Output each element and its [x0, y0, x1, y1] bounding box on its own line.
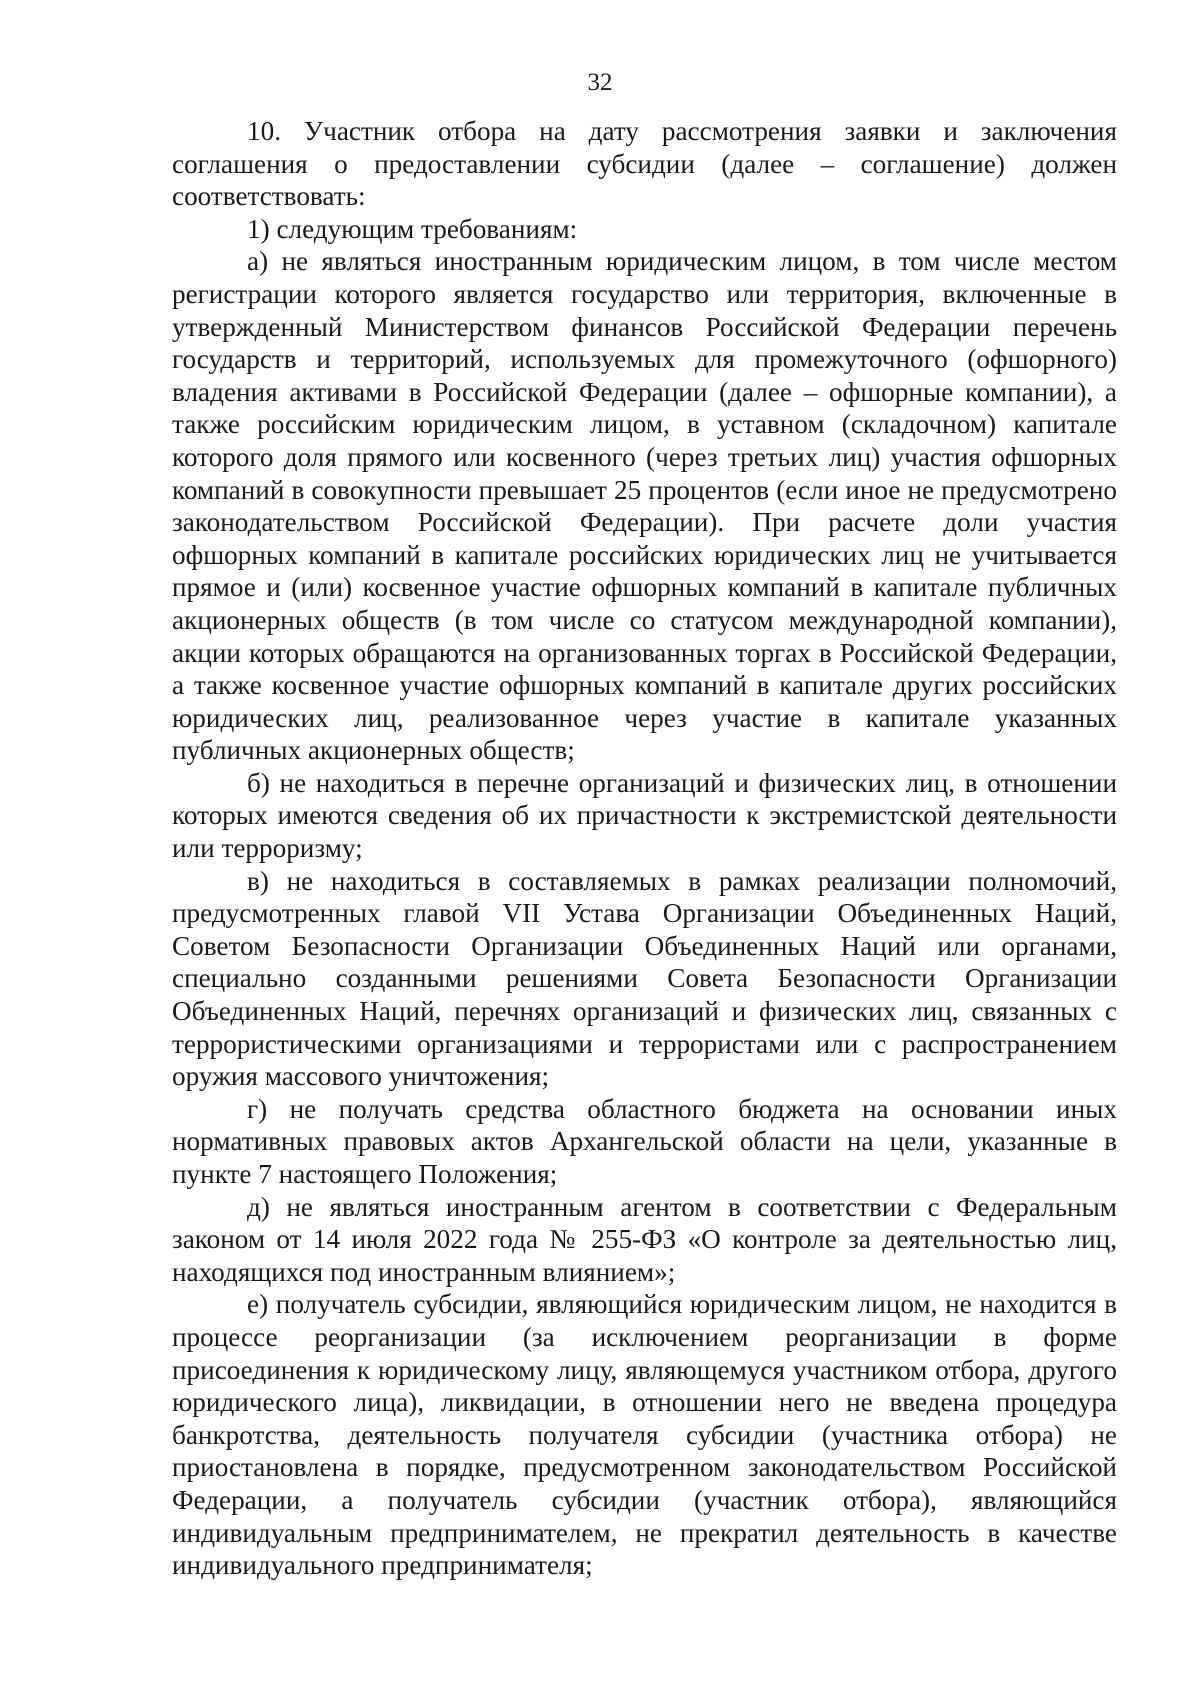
paragraph-10-intro: 10. Участник отбора на дату рассмотрения заявки и заключения соглашения о предоставлении субсидии (далее – соглашение) должен соответствовать:: [172, 116, 1117, 212]
paragraph-g: г) не получать средства областного бюджета на основании иных нормативных правовых актов Архангельской области на цели, указанные в пункте 7 настоящего Положения;: [172, 1093, 1117, 1189]
paragraph-e: е) получатель субсидии, являющийся юридическим лицом, не находится в процессе реорганизации (за исключением реорганизации в форме присоединения к юридическому лицу, являющемуся участником отбора, другого юридического лица), ликвидации, в отношении него не введена процедура банкротства, деятельность получателя субсидии (участника отбора) не приостановлена в порядке, предусмотренном законодательством Российской Федерации, а получатель субсидии (участник отбора), являющийся индивидуальным предпринимателем, не прекратил деятельность в качестве индивидуального предпринимателя;: [172, 1289, 1117, 1581]
paragraph-d: д) не являться иностранным агентом в соответствии с Федеральным законом от 14 июля 2022 года № 255-ФЗ «О контроле за деятельностью лиц, находящихся под иностранным влиянием»;: [172, 1191, 1117, 1287]
page-number: 32: [587, 69, 613, 96]
paragraph-requirements-heading: 1) следующим требованиям:: [247, 213, 578, 244]
paragraph-b: б) не находиться в перечне организаций и физических лиц, в отношении которых имеются сведения об их причастности к экстремистской деятельности или терроризму;: [172, 767, 1117, 864]
paragraph-v: в) не находиться в составляемых в рамках реализации полномочий, предусмотренных главой VII Устава Организации Объединенных Наций, Советом Безопасности Организации Объединенных Наций или органами, специально созданными решениями Совета Безопасности Организации Объединенных Наций, перечнях организаций и физических лиц, связанных с террористическими организациями и террористами или с распространением оружия массового уничтожения;: [172, 865, 1117, 1092]
paragraph-a: а) не являться иностранным юридическим лицом, в том числе местом регистрации которого является государство или территория, включенные в утвержденный Министерством финансов Российской Федерации перечень государств и территорий, используемых для промежуточного (офшорного) владения активами в Российской Федерации (далее – офшорные компании), а также российским юридическим лицом, в уставном (складочном) капитале которого доля прямого или косвенного (через третьих лиц) участия офшорных компаний в совокупности превышает 25 процентов (если иное не предусмотрено законодательством Российской Федерации). При расчете доли участия офшорных компаний в капитале российских юридических лиц не учитывается прямое и (или) косвенное участие офшорных компаний в капитале публичных акционерных обществ (в том числе со статусом международной компании), акции которых обращаются на организованных торгах в Российской Федерации, а также косвенное участие офшорных компаний в капитале других российских юридических лиц, реализованное через участие в капитале указанных публичных акционерных обществ;: [172, 246, 1117, 766]
document-body: [172, 115, 1117, 1582]
